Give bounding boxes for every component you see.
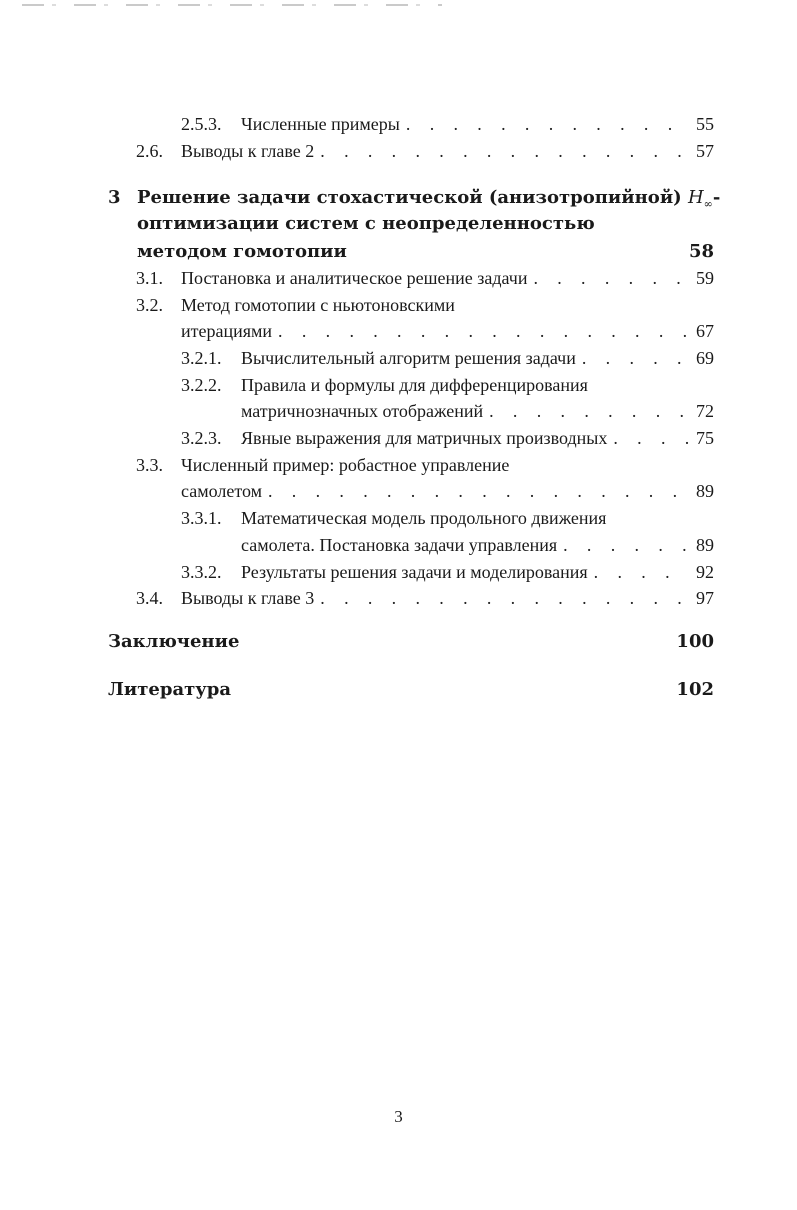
toc-title: самолета. Постановка задачи управления	[241, 535, 558, 555]
toc-page: 102	[676, 679, 714, 700]
dot-leader	[582, 347, 690, 369]
chapter-3-title-line2[interactable]: оптимизации систем с неопределенностью	[137, 213, 595, 234]
toc-entry-3-2-1[interactable]	[181, 347, 714, 369]
toc-number: 3.4.	[136, 588, 163, 608]
toc-title: Математическая модель продольного движения	[241, 508, 607, 528]
toc-entry-3-3-2[interactable]	[181, 561, 714, 583]
toc-title: Вычислительный алгоритм решения задачи	[241, 348, 576, 368]
toc-entry-3-2-2-cont[interactable]	[241, 400, 714, 422]
toc-number: 3.3.	[136, 455, 163, 475]
hyphen: -	[712, 187, 721, 208]
toc-entry-3-2-2[interactable]	[181, 374, 714, 396]
toc-entry-conclusion[interactable]	[108, 631, 714, 653]
toc-title: Выводы к главе 2	[181, 141, 315, 161]
toc-page: 58	[688, 241, 714, 262]
toc-title: Постановка и аналитическое решение задачи	[181, 268, 528, 288]
dot-leader	[268, 480, 690, 502]
toc-page: 57	[696, 141, 714, 161]
toc-title: Правила и формулы для дифференцирования	[241, 375, 588, 395]
chapter-title-text: Решение задачи стохастической (анизотропийной)	[137, 187, 682, 208]
toc-number: 3.1.	[136, 268, 163, 288]
dot-leader	[320, 140, 690, 162]
chapter-3-number: 3	[108, 187, 121, 208]
toc-page: 92	[696, 562, 714, 582]
dot-leader	[563, 534, 690, 556]
toc-title: Литература	[108, 679, 232, 700]
toc-title: матричнозначных отображений	[241, 401, 484, 421]
toc-entry-3-1[interactable]	[136, 267, 714, 289]
toc-entry-3-3-cont[interactable]	[181, 480, 714, 502]
toc-title: Численные примеры	[241, 114, 400, 134]
toc-title: Численный пример: робастное управление	[181, 455, 510, 475]
h-infinity-symbol: $H_\infty$	[687, 187, 713, 211]
toc-number: 3.2.	[136, 295, 163, 315]
toc-entry-3-3[interactable]	[136, 454, 714, 476]
toc-title: итерациями	[181, 321, 273, 341]
toc-title: самолетом	[181, 481, 262, 501]
toc-entry-3-4[interactable]	[136, 587, 714, 609]
toc-number: 3.2.2.	[181, 375, 222, 395]
toc-title: Выводы к главе 3	[181, 588, 315, 608]
chapter-title-text: методом гомотопии	[137, 241, 347, 262]
toc-title: Результаты решения задачи и моделирования	[241, 562, 588, 582]
toc-entry-2-5-3[interactable]	[181, 113, 714, 135]
toc-entry-3-2[interactable]	[136, 294, 714, 316]
toc-page: 89	[696, 481, 714, 501]
dot-leader	[406, 113, 690, 135]
toc-entry-3-2-cont[interactable]	[181, 320, 714, 342]
toc-entry-3-2-3[interactable]	[181, 427, 714, 449]
toc-number: 2.5.3.	[181, 114, 222, 134]
dot-leader	[613, 427, 690, 449]
toc-page: 55	[696, 114, 714, 134]
toc-entry-2-6[interactable]	[136, 140, 714, 162]
toc-entry-3-3-1[interactable]	[181, 507, 714, 529]
dot-leader	[489, 400, 690, 422]
toc-page: 100	[676, 631, 714, 652]
toc-entry-literature[interactable]	[108, 679, 714, 701]
toc-page: 97	[696, 588, 714, 608]
toc-number: 3.3.2.	[181, 562, 222, 582]
dot-leader	[278, 320, 690, 342]
dot-leader	[533, 267, 690, 289]
toc-title: Заключение	[108, 631, 240, 652]
scan-artifact	[22, 4, 442, 6]
toc-title: Явные выражения для матричных производных	[241, 428, 608, 448]
toc-number: 3.2.1.	[181, 348, 222, 368]
toc-number: 2.6.	[136, 141, 163, 161]
toc-entry-3-3-1-cont[interactable]	[241, 534, 714, 556]
dot-leader	[320, 587, 690, 609]
page-number: 3	[394, 1107, 403, 1126]
chapter-3-title-line3[interactable]	[137, 241, 714, 263]
toc-page: 69	[696, 348, 714, 368]
toc-number: 3.3.1.	[181, 508, 222, 528]
toc-number: 3.2.3.	[181, 428, 222, 448]
toc-page: 59	[696, 268, 714, 288]
toc-page: 67	[696, 321, 714, 341]
toc-title: Метод гомотопии с ньютоновскими	[181, 295, 455, 315]
toc-page: 72	[696, 401, 714, 421]
toc-page: 75	[696, 428, 714, 448]
dot-leader	[594, 561, 690, 583]
toc-page: 89	[696, 535, 714, 555]
